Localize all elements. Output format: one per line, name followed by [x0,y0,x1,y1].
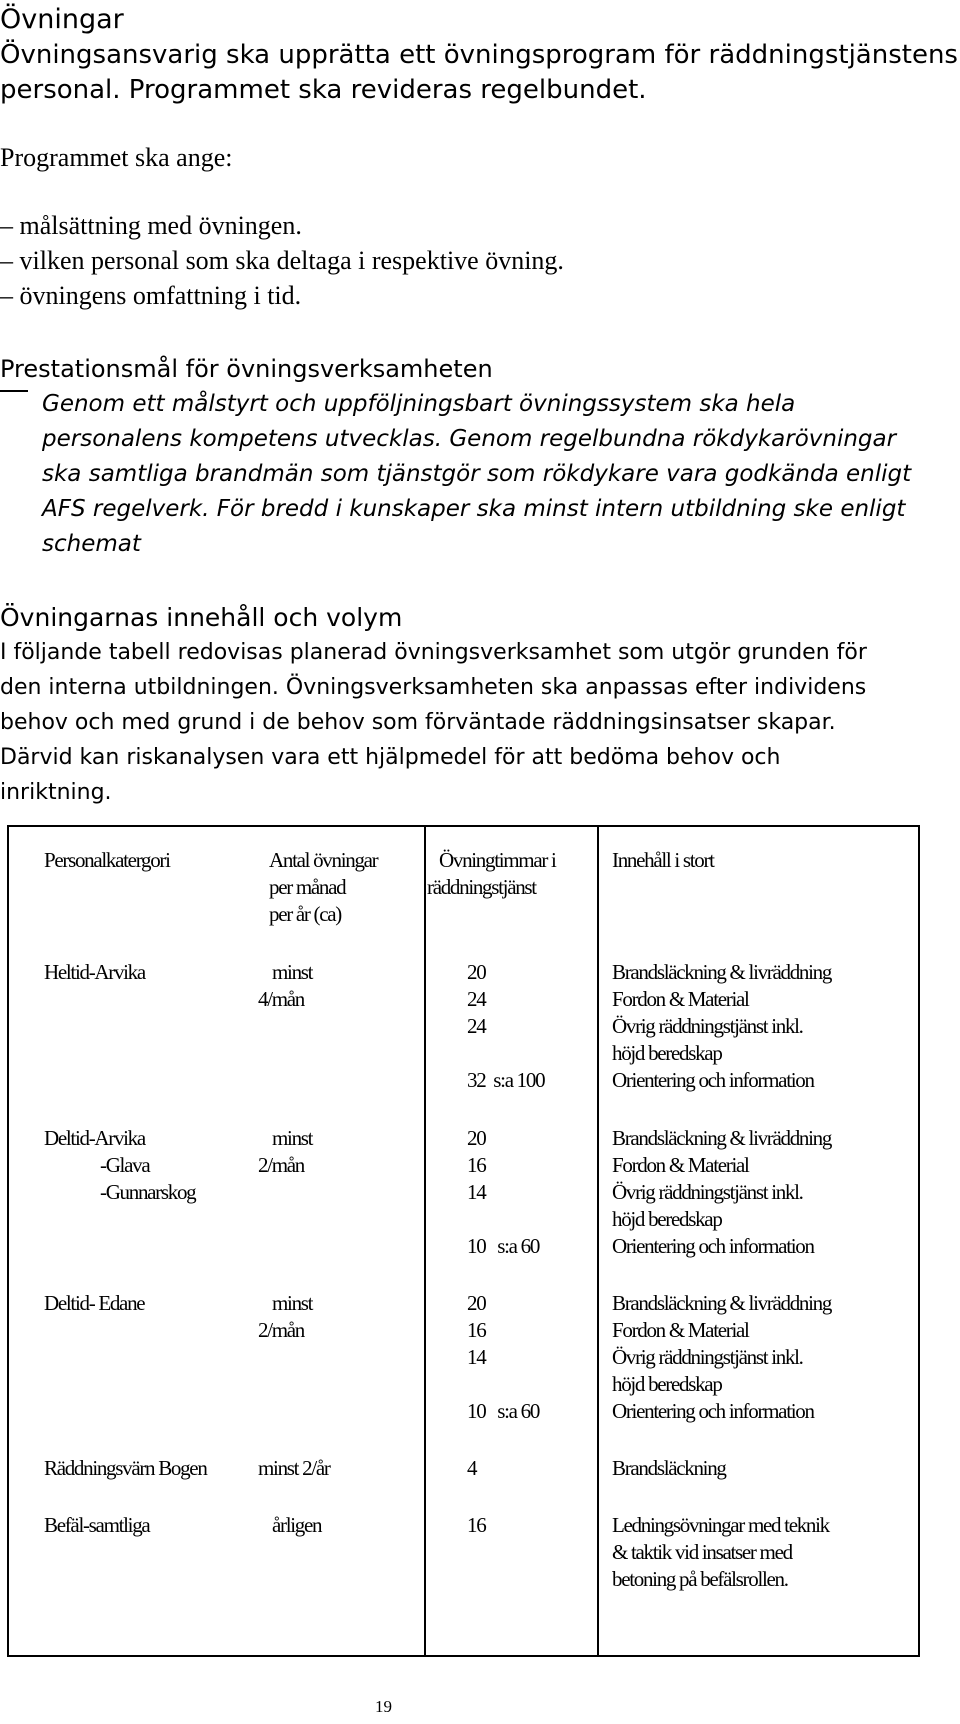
row-category: Heltid-Arvika [44,960,145,984]
goals-line: AFS regelverk. För bredd i kunskaper ska minst intern utbildning ske enligt [42,496,906,522]
row-content: Brandsläckning & livräddning [612,1291,832,1315]
goals-line: Genom ett målstyrt och uppföljningsbart övningssystem ska hela [42,391,796,417]
row-content: Brandsläckning & livräddning [612,1126,832,1150]
row-count: minst 2/år [258,1456,330,1480]
row-content: Övrig räddningstjänst inkl. [612,1180,803,1204]
row-hours: 14 [467,1180,486,1204]
row-content: Fordon & Material [612,987,749,1011]
goals-heading: Prestationsmål för övningsverksamheten [0,355,493,383]
row-content: höjd beredskap [612,1372,722,1396]
row-hours-total: 10 s:a 60 [467,1399,540,1423]
header-hours: räddningstjänst [427,875,536,899]
row-content: höjd beredskap [612,1041,722,1065]
row-content: Övrig räddningstjänst inkl. [612,1345,803,1369]
row-content: Brandsläckning & livräddning [612,960,832,984]
row-count: 2/mån [258,1153,304,1177]
program-item: – målsättning med övningen. [0,211,302,240]
row-content: Orientering och information [612,1068,814,1092]
row-category: Befäl-samtliga [44,1513,150,1537]
program-item: – övningens omfattning i tid. [0,281,302,310]
row-content: Orientering och information [612,1399,814,1423]
row-hours-total: 10 s:a 60 [467,1234,540,1258]
row-category: -Glava [100,1153,150,1177]
row-hours: 20 [467,1126,486,1150]
section-heading-ovningar: Övningar [0,4,124,35]
table-column-divider [597,827,599,1655]
row-count: 2/mån [258,1318,304,1342]
header-count: Antal övningar [269,848,378,872]
program-item: – vilken personal som ska deltaga i respektive övning. [0,246,564,275]
row-count: årligen [272,1513,322,1537]
row-hours: 24 [467,987,486,1011]
goals-line: personalens kompetens utvecklas. Genom regelbundna rökdykarövningar [42,426,897,452]
row-hours: 16 [467,1513,486,1537]
content-line: Därvid kan riskanalysen vara ett hjälpmedel för att bedöma behov och [0,745,781,770]
header-count: per månad [269,875,346,899]
row-content: Ledningsövningar med teknik [612,1513,829,1537]
intro-line: Övningsansvarig ska upprätta ett övningsprogram för räddningstjänstens [0,40,958,70]
row-content: Orientering och information [612,1234,814,1258]
program-label: Programmet ska ange: [0,143,233,172]
row-count: minst [272,1291,313,1315]
row-content: Fordon & Material [612,1318,749,1342]
header-content: Innehåll i stort [612,848,714,872]
row-count: minst [272,1126,313,1150]
goals-dash [0,390,28,392]
content-line: inriktning. [0,780,112,805]
row-hours: 16 [467,1153,486,1177]
row-count: 4/mån [258,987,304,1011]
row-category: Deltid-Arvika [44,1126,145,1150]
goals-line: schemat [42,531,141,557]
row-hours-total: 32 s:a 100 [467,1068,545,1092]
row-hours: 24 [467,1014,486,1038]
header-count: per år (ca) [269,902,341,926]
page-number: 19 [375,1697,392,1716]
row-hours: 14 [467,1345,486,1369]
row-category: Deltid- Edane [44,1291,145,1315]
row-content: betoning på befälsrollen. [612,1567,788,1591]
row-content: höjd beredskap [612,1207,722,1231]
intro-line: personal. Programmet ska revideras regelbundet. [0,75,647,105]
content-line: I följande tabell redovisas planerad övningsverksamhet som utgör grunden för [0,640,867,665]
content-line: behov och med grund i de behov som förväntade räddningsinsatser skapar. [0,710,836,735]
header-hours: Övningtimmar i [439,848,556,872]
table-column-divider [424,827,426,1655]
row-category: -Gunnarskog [100,1180,196,1204]
row-count: minst [272,960,313,984]
row-hours: 16 [467,1318,486,1342]
goals-line: ska samtliga brandmän som tjänstgör som rökdykare vara godkända enligt [42,461,912,487]
row-content: Övrig räddningstjänst inkl. [612,1014,803,1038]
row-content: & taktik vid insatser med [612,1540,792,1564]
row-content: Brandsläckning [612,1456,726,1480]
row-hours: 20 [467,1291,486,1315]
row-category: Räddningsvärn Bogen [44,1456,207,1480]
content-line: den interna utbildningen. Övningsverksamheten ska anpassas efter individens [0,675,867,700]
row-hours: 20 [467,960,486,984]
row-content: Fordon & Material [612,1153,749,1177]
header-category: Personalkatergori [44,848,170,872]
exercise-table [7,825,920,1657]
content-heading: Övningarnas innehåll och volym [0,603,403,632]
row-hours: 4 [467,1456,477,1480]
